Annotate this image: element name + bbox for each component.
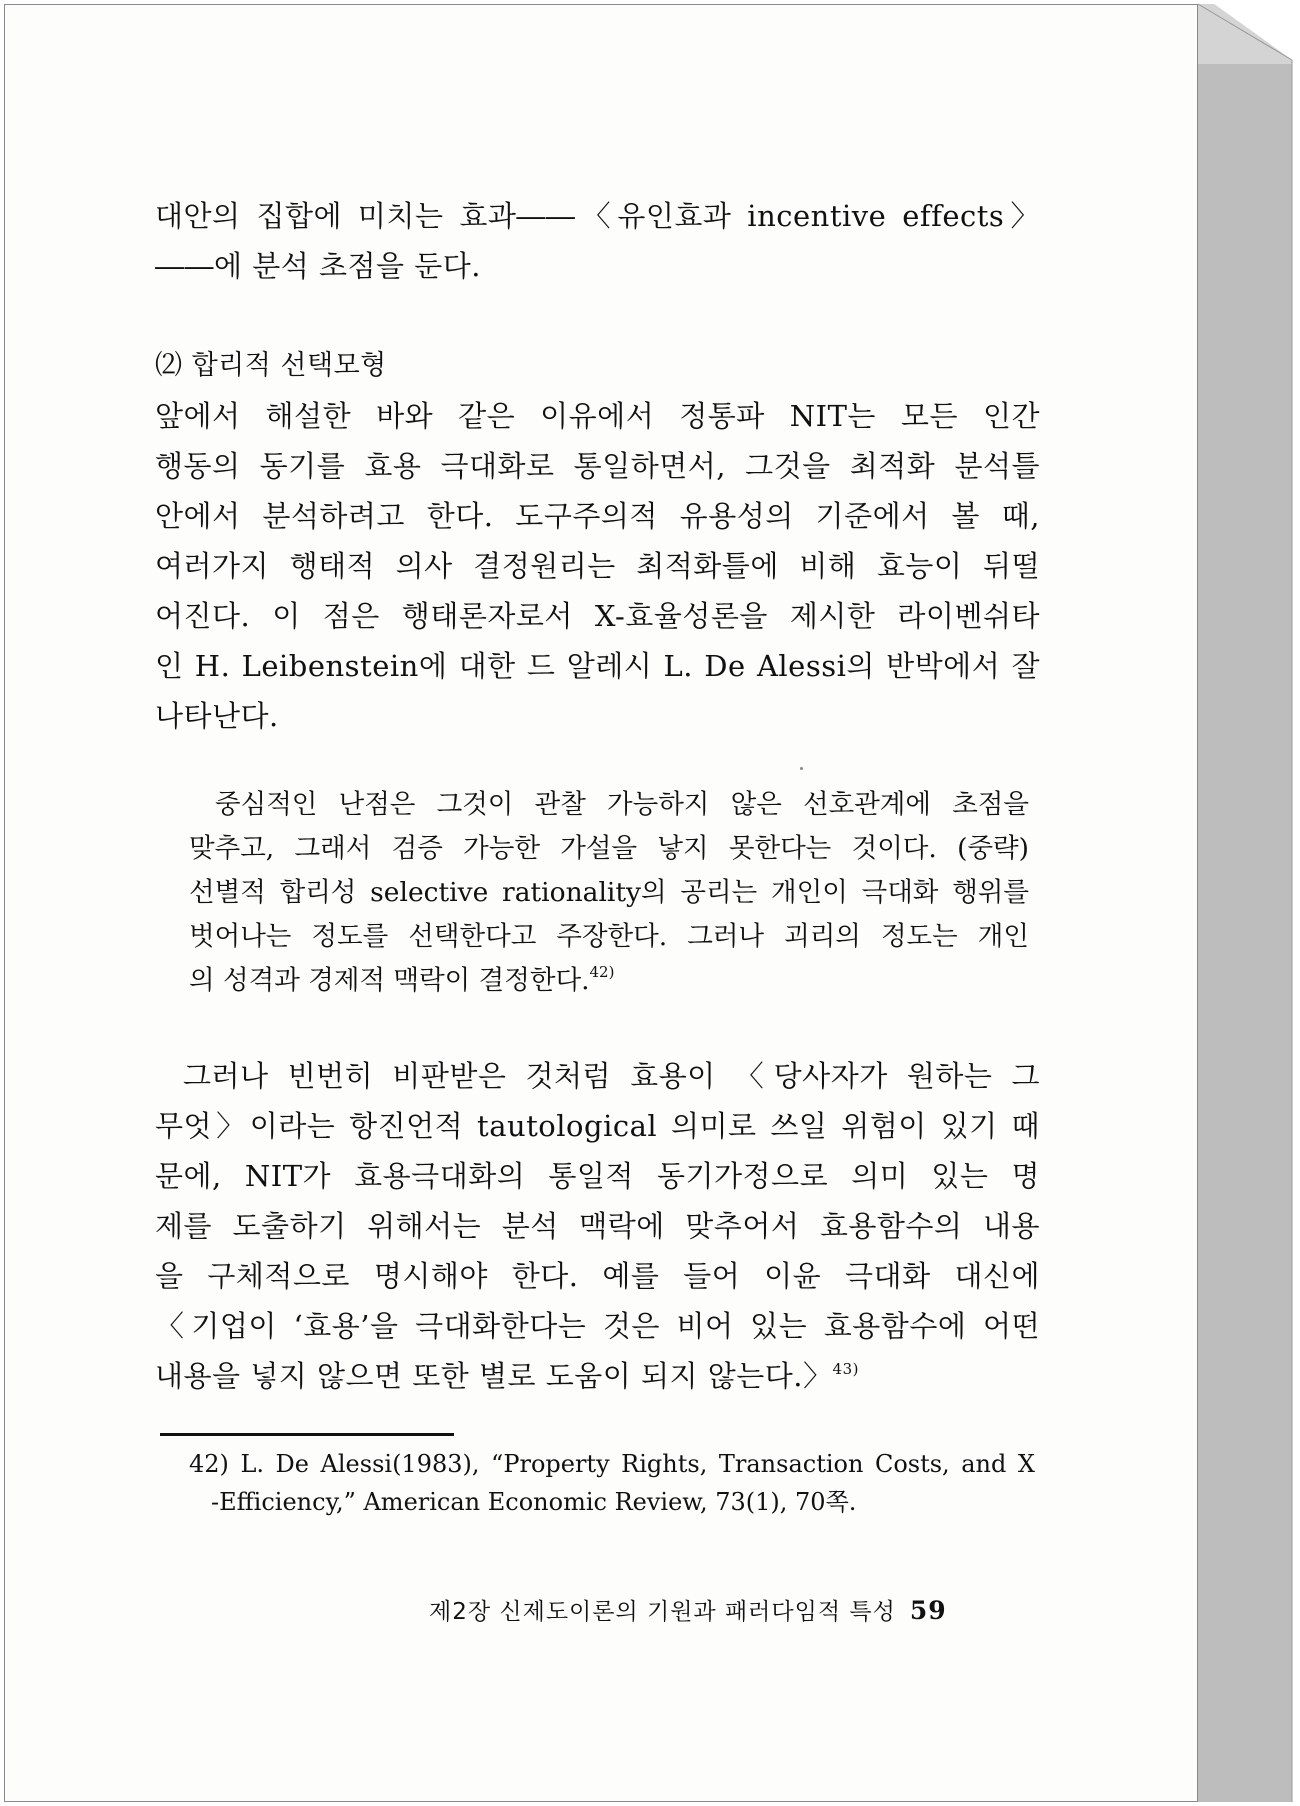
footnote — [189, 1445, 1035, 1521]
footnote-ref: 42) — [589, 963, 615, 981]
text-line: 인 H. Leibenstein에 대한 드 알레시 L. De Alessi의 반박에서 잘 — [155, 649, 1040, 683]
paragraph-1 — [155, 391, 1040, 741]
quote-line-text: 의 성격과 경제적 맥락이 결정한다. — [189, 965, 590, 996]
quote-line: 중심적인 난점은 그것이 관찰 가능하지 않은 선호관계에 초점을 — [215, 789, 1029, 820]
chapter-title: 제2장 신제도이론의 기원과 패러다임적 특성 — [429, 1599, 896, 1625]
running-footer — [429, 1593, 947, 1626]
section-heading: ⑵ 합리적 선택모형 — [155, 350, 387, 381]
text-line: 어진다. 이 점은 행태론자로서 X-효율성론을 제시한 라이벤쉬타 — [155, 599, 1040, 633]
page-number: 59 — [909, 1596, 947, 1625]
quote-line: 맞추고, 그래서 검증 가능한 가설을 낳지 못한다는 것이다. (중략) — [189, 833, 1029, 864]
text-line: 행동의 동기를 효용 극대화로 통일하면서, 그것을 최적화 분석틀 — [155, 449, 1040, 483]
text-line: 대안의 집합에 미치는 효과――〈유인효과 incentive effects〉 — [155, 199, 1040, 233]
intro-paragraph — [155, 191, 1040, 291]
text-line: 안에서 분석하려고 한다. 도구주의적 유용성의 기준에서 볼 때, — [155, 499, 1040, 533]
paragraph-2 — [155, 1051, 1040, 1401]
text-line — [155, 1351, 1040, 1401]
text-line: 제를 도출하기 위해서는 분석 맥락에 맞추어서 효용함수의 내용 — [155, 1209, 1040, 1243]
text-line: 나타난다. — [155, 699, 279, 733]
text-line: 앞에서 해설한 바와 같은 이유에서 정통파 NIT는 모든 인간 — [155, 399, 1040, 433]
text-line: 여러가지 행태적 의사 결정원리는 최적화틀에 비해 효능이 뒤떨 — [155, 549, 1040, 583]
block-quote — [189, 783, 1029, 1003]
footnote-line: -Efficiency,” American Economic Review, 73(1), 70쪽. — [211, 1488, 857, 1516]
quote-line: 선별적 합리성 selective rationality의 공리는 개인이 극대화 행위를 — [189, 877, 1029, 908]
text-line: 무엇〉이라는 항진언적 tautological 의미로 쓰일 위험이 있기 때 — [155, 1109, 1040, 1143]
text-line: 그러나 빈번히 비판받은 것처럼 효용이 〈당사자가 원하는 그 — [183, 1059, 1040, 1093]
text-line: 〈기업이 ‘효용’을 극대화한다는 것은 비어 있는 효용함수에 어떤 — [155, 1309, 1040, 1343]
text-line: 문에, NIT가 효용극대화의 통일적 동기가정으로 의미 있는 명 — [155, 1159, 1040, 1193]
footnote-ref: 43) — [832, 1360, 859, 1378]
text-line: ――에 분석 초점을 둔다. — [155, 249, 481, 283]
quote-line: 벗어나는 정도를 선택한다고 주장한다. 그러나 괴리의 정도는 개인 — [189, 921, 1029, 952]
book-page — [4, 4, 1198, 1802]
speck — [800, 767, 803, 770]
footnote-line: 42) L. De Alessi(1983), “Property Rights, Transaction Costs, and X — [189, 1450, 1035, 1478]
text-line: 을 구체적으로 명시해야 한다. 예를 들어 이윤 극대화 대신에 — [155, 1259, 1040, 1293]
text-line-text: 내용을 넣지 않으면 또한 별로 도움이 되지 않는다.〉 — [155, 1359, 833, 1393]
footnote-rule — [160, 1433, 454, 1436]
quote-line — [189, 959, 1029, 1003]
